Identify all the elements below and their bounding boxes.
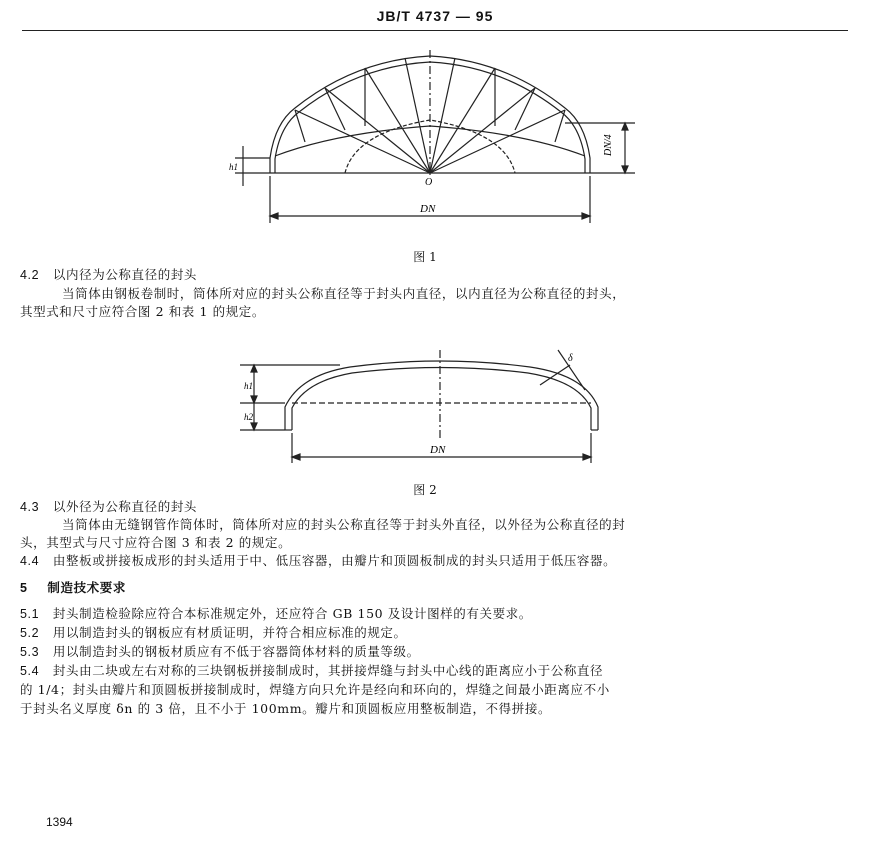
section-5-1 [20, 605, 532, 623]
figure-1-h1-label: h1 [229, 162, 238, 172]
figure-2-h2-label: h2 [244, 412, 253, 422]
section-text: 由整板或拼接板成形的封头适用于中、低压容器，由瓣片和顶圆板制成的封头只适用于低压容器。 [52, 553, 617, 568]
section-number: 4.4 [20, 554, 40, 568]
section-number: 4.2 [20, 268, 40, 282]
section-text: 封头由二块或左右对称的三块钢板拼接制成时，其拼接焊缝与封头中心线的距离应小于公称直径 [52, 663, 604, 678]
section-4-2-line-1: 当筒体由钢板卷制时，筒体所对应的封头公称直径等于封头内直径，以内直径为公称直径的封头， [62, 286, 626, 301]
header-rule [22, 30, 848, 31]
figure-1-drawing [215, 38, 655, 238]
figure-1-dn-label: DN [420, 203, 436, 215]
section-5-heading [20, 579, 126, 597]
section-5-2 [20, 624, 407, 642]
section-4-3-line-2: 头，其型式与尺寸应符合图 3 和表 2 的规定。 [20, 535, 292, 550]
section-number: 5.4 [20, 664, 40, 678]
figure-1-o-label: O [425, 177, 433, 188]
page-number: 1394 [46, 815, 73, 829]
section-5-4-line-3: 于封头名义厚度 δn 的 3 倍，且不小于 100mm。瓣片和顶圆板应用整板制造，不得拼接。 [20, 701, 552, 716]
section-text: 用以制造封头的钢板材质应有不低于容器筒体材料的质量等级。 [52, 644, 420, 659]
section-5-4-line-1 [20, 662, 603, 680]
section-5-4-line-2: 的 1/4；封头由瓣片和顶圆板拼接制成时，焊缝方向只允许是经向和环向的，焊缝之间最小距离应不小 [20, 682, 610, 697]
section-number: 4.3 [20, 500, 40, 514]
figure-2-drawing [240, 345, 620, 470]
section-4-2-line-2: 其型式和尺寸应符合图 2 和表 1 的规定。 [20, 304, 265, 319]
section-title: 制造技术要求 [47, 580, 126, 595]
figure-1-caption: 图 1 [413, 250, 437, 264]
section-4-4 [20, 552, 616, 570]
figure-2-h1-label: h1 [244, 381, 253, 391]
section-number: 5.3 [20, 645, 40, 659]
section-text: 封头制造检验除应符合本标准规定外，还应符合 GB 150 及设计图样的有关要求。 [52, 606, 532, 621]
section-4-3-line-1: 当筒体由无缝钢管作筒体时，筒体所对应的封头公称直径等于封头外直径，以外径为公称直径的封 [62, 517, 626, 532]
section-4-3-heading [20, 498, 197, 516]
standard-header: JB/T 4737 — 95 [376, 8, 494, 24]
section-5-3 [20, 643, 420, 661]
section-number: 5.1 [20, 607, 40, 621]
section-title: 以内径为公称直径的封头 [52, 267, 198, 282]
figure-2-delta-label: δ [568, 353, 573, 364]
section-title: 以外径为公称直径的封头 [52, 499, 198, 514]
section-4-2-heading [20, 266, 197, 284]
figure-2-dn-label: DN [430, 444, 446, 456]
section-number: 5.2 [20, 626, 40, 640]
section-number: 5 [20, 581, 28, 595]
section-text: 用以制造封头的钢板应有材质证明，并符合相应标准的规定。 [52, 625, 407, 640]
figure-1-dn4-label: DN/4 [603, 134, 614, 156]
figure-2-caption: 图 2 [413, 483, 437, 497]
